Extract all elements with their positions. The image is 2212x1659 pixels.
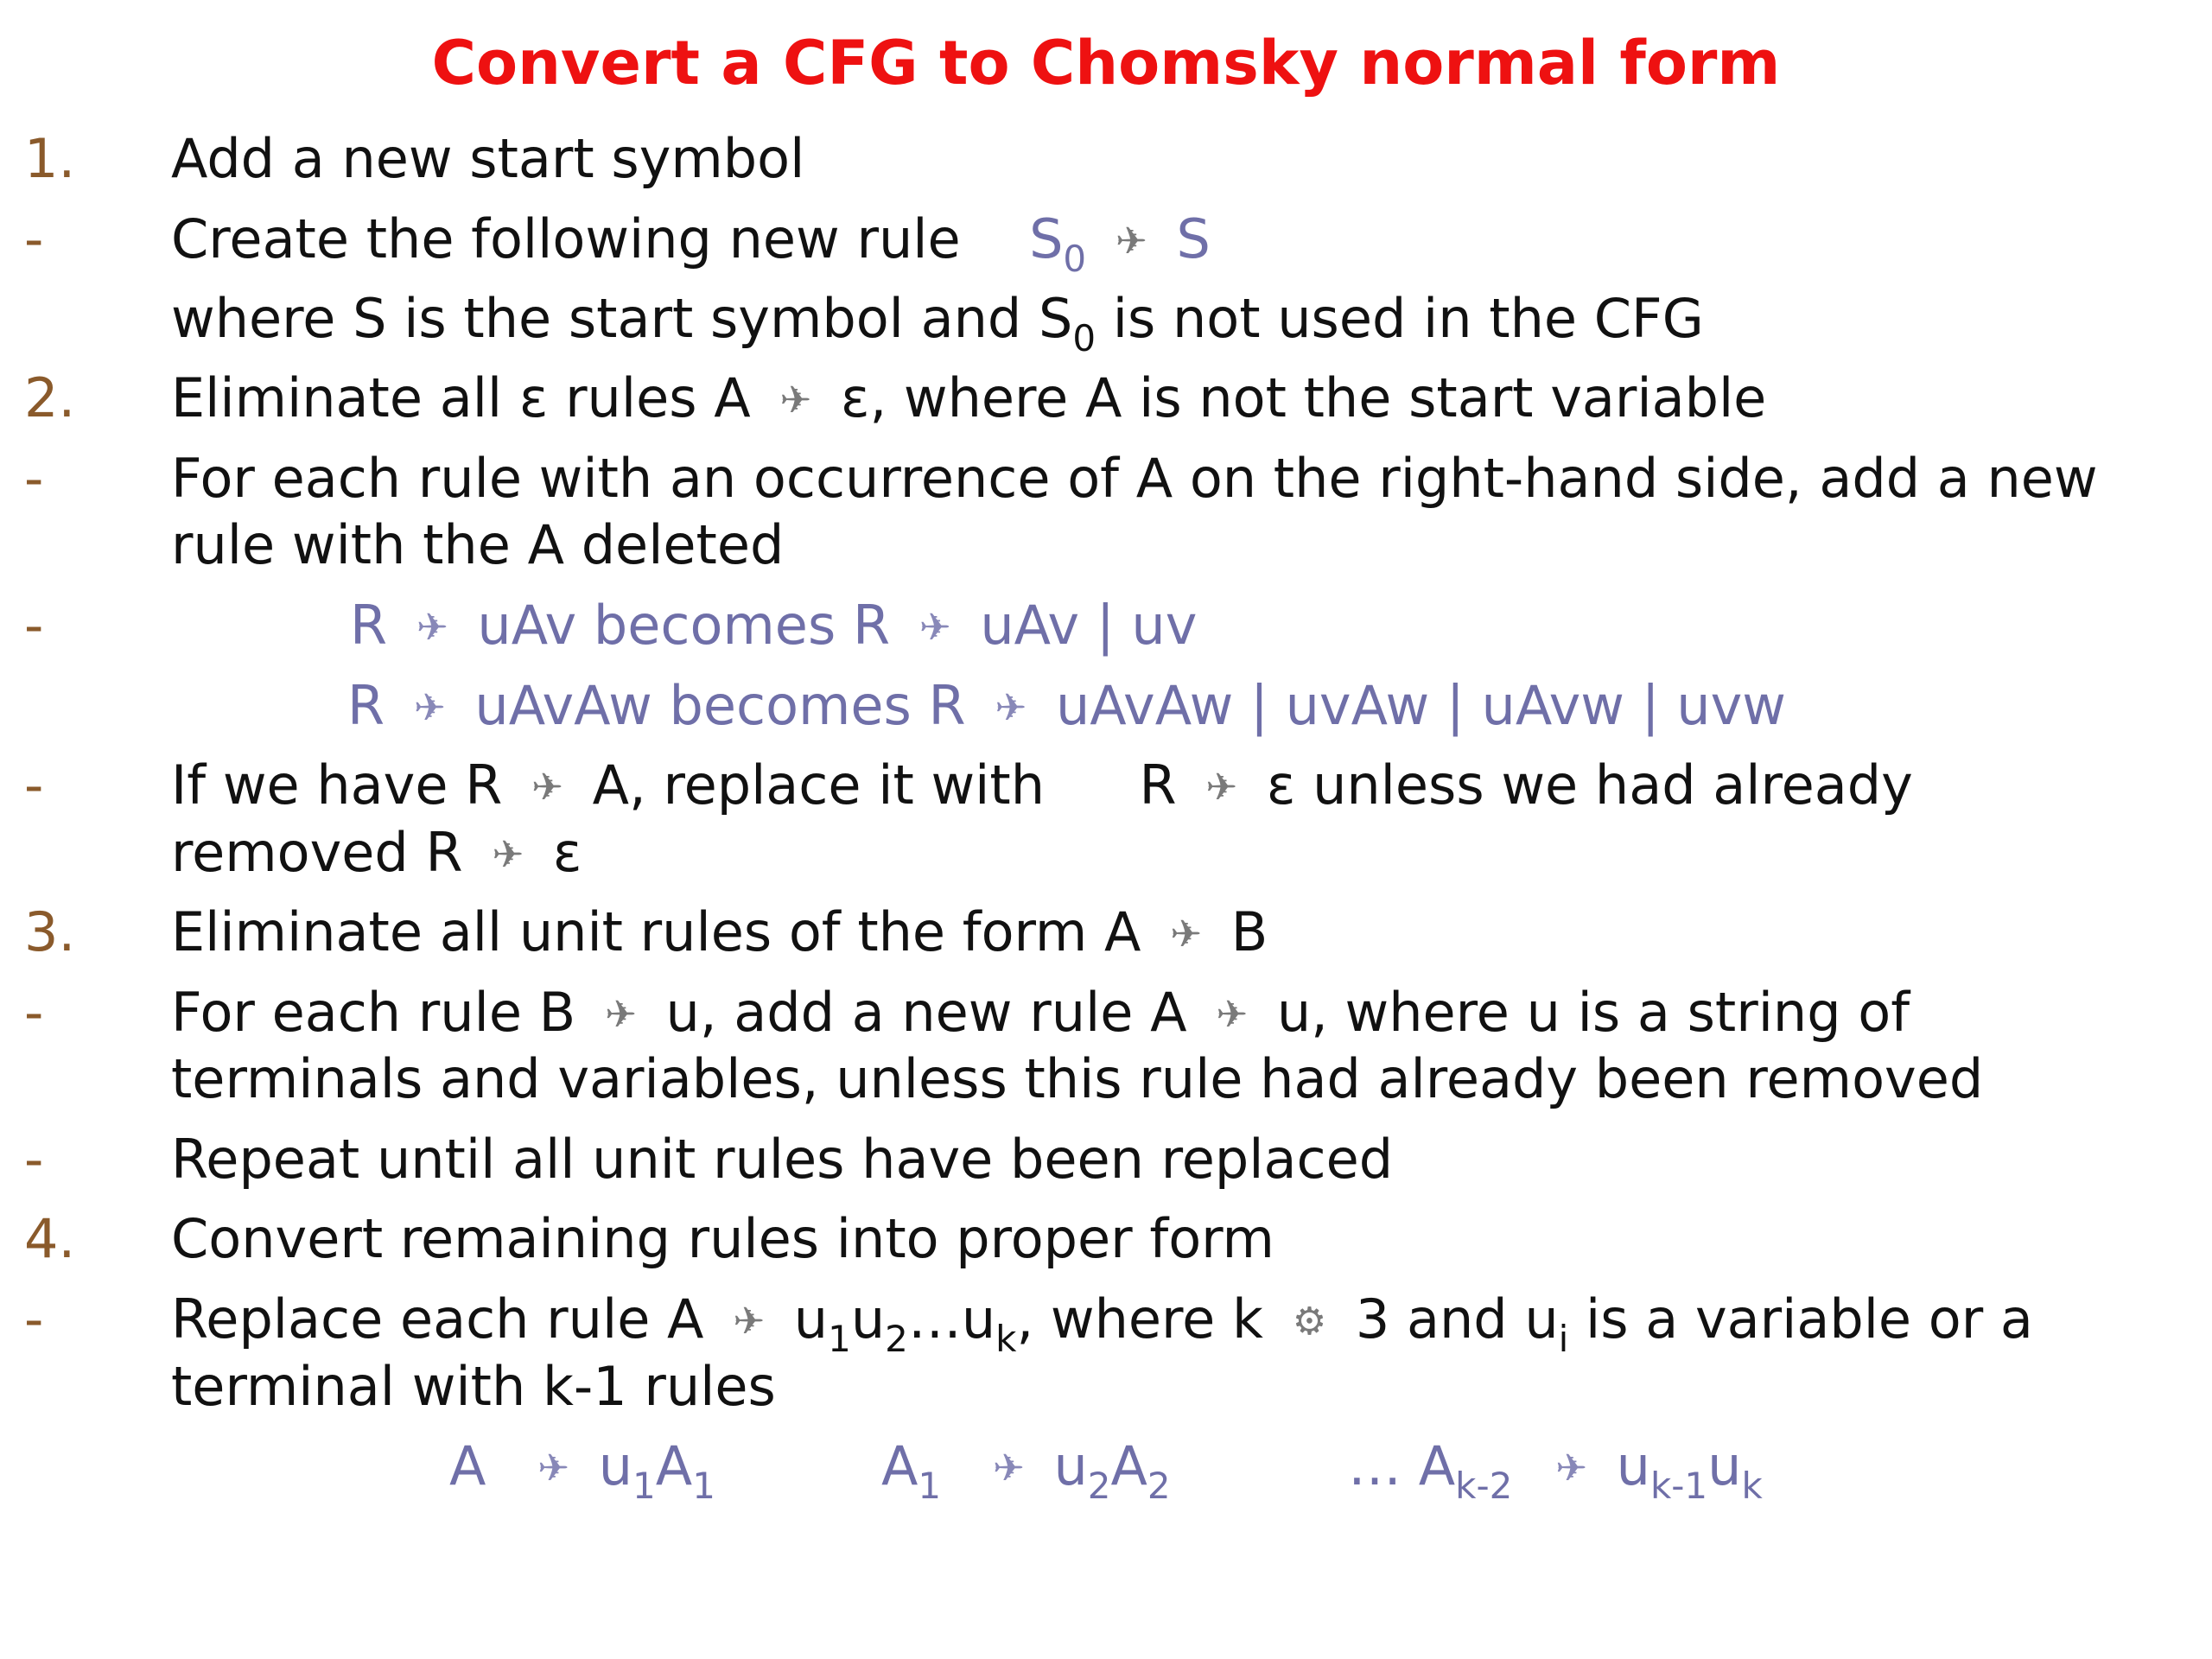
step-3-number: 3. xyxy=(24,900,76,963)
step-1-number: 1. xyxy=(24,127,76,190)
arrow-symbol-icon: ✈ xyxy=(416,606,448,650)
arrow-symbol-icon: ✈ xyxy=(733,1300,766,1344)
step-1-bullet-line-2: where S is the start symbol and $S_0$ is not used in the CFG xyxy=(171,287,1704,359)
step-2-bullet-1-line-1: For each rule with an occurrence of A on the right-hand side, add a new xyxy=(171,447,2098,510)
step-2-bullet-3-line-2: removed R ✈ ε xyxy=(171,821,582,884)
step-3-bullet-1-line-1: For each rule B ✈ u, add a new rule A ✈ u, where u is a string of xyxy=(171,981,1910,1044)
arrow-symbol-icon: ✈ xyxy=(413,686,446,730)
step-2-number: 2. xyxy=(24,366,76,429)
arrow-symbol-icon: ✈ xyxy=(604,993,637,1037)
step-4-heading: Convert remaining rules into proper form xyxy=(171,1207,1274,1270)
bullet-marker: - xyxy=(24,753,44,817)
arrow-symbol-icon: ✈ xyxy=(1115,219,1147,264)
example-formula-2: R ✈ uAvAw becomes R ✈ uAvAw | uvAw | uAvw | uvw xyxy=(347,674,1787,737)
arrow-symbol-icon: ✈ xyxy=(992,1446,1025,1491)
step-3-bullet-2: Repeat until all unit rules have been replaced xyxy=(171,1128,1394,1191)
arrow-symbol-icon: ✈ xyxy=(918,606,951,650)
arrow-symbol-icon: ✈ xyxy=(537,1446,570,1491)
arrow-symbol-icon: ✈ xyxy=(1170,912,1203,957)
start-rule-formula: $S_0$ ✈ S xyxy=(1029,207,1211,280)
arrow-symbol-icon: ✈ xyxy=(1216,993,1249,1037)
arrow-symbol-icon: ✈ xyxy=(1205,766,1238,810)
arrow-symbol-icon: ✈ xyxy=(779,378,812,423)
bullet-marker: - xyxy=(24,594,44,657)
bullet-marker: - xyxy=(24,981,44,1044)
step-3-heading: Eliminate all unit rules of the form A ✈ B xyxy=(171,900,1268,963)
step-1-bullet-line-1 xyxy=(171,206,1211,280)
arrow-symbol-icon: ✈ xyxy=(531,766,563,810)
step-4-bullet-1-line-2: terminal with k-1 rules xyxy=(171,1355,776,1418)
bullet-text: Create the following new rule xyxy=(171,207,961,270)
step-2-bullet-1-line-2: rule with the A deleted xyxy=(171,513,785,576)
arrow-symbol-icon: ✈ xyxy=(1555,1446,1587,1491)
bullet-marker: - xyxy=(24,207,44,270)
arrow-symbol-icon: ✈ xyxy=(492,833,524,877)
step-4-bullet-1-line-1: Replace each rule A ✈ $u_1u_2\dots u_k$, where k ⚙ 3 and $u_i$ is a variable or a xyxy=(171,1287,2033,1360)
step-2-bullet-3-line-1: If we have R ✈ A, replace it with R ✈ ε unless we had already xyxy=(171,753,1913,817)
step-1-heading: Add a new start symbol xyxy=(171,127,805,190)
step-3-bullet-1-line-2: terminals and variables, unless this rule had already been removed xyxy=(171,1047,1984,1110)
step-4-number: 4. xyxy=(24,1207,76,1270)
step-4-formula-2: $A_1$ ✈ $u_2A_2$ xyxy=(881,1434,1171,1507)
greater-or-equal-symbol-icon: ⚙ xyxy=(1292,1300,1327,1344)
arrow-symbol-icon: ✈ xyxy=(995,686,1027,730)
bullet-marker: - xyxy=(24,447,44,510)
step-4-formula-1: A ✈ $u_1A_1$ xyxy=(449,1434,715,1507)
slide-title: Convert a CFG to Chomsky normal form xyxy=(431,28,1781,99)
bullet-marker: - xyxy=(24,1287,44,1351)
step-2-heading: Eliminate all ε rules A ✈ ε, where A is not the start variable xyxy=(171,366,1767,429)
bullet-marker: - xyxy=(24,1128,44,1191)
step-4-formula-3: … $A_{k-2}$ ✈ $u_{k-1}u_k$ xyxy=(1348,1434,1763,1507)
example-formula-1: R ✈ uAv becomes R ✈ uAv | uv xyxy=(350,594,1198,657)
